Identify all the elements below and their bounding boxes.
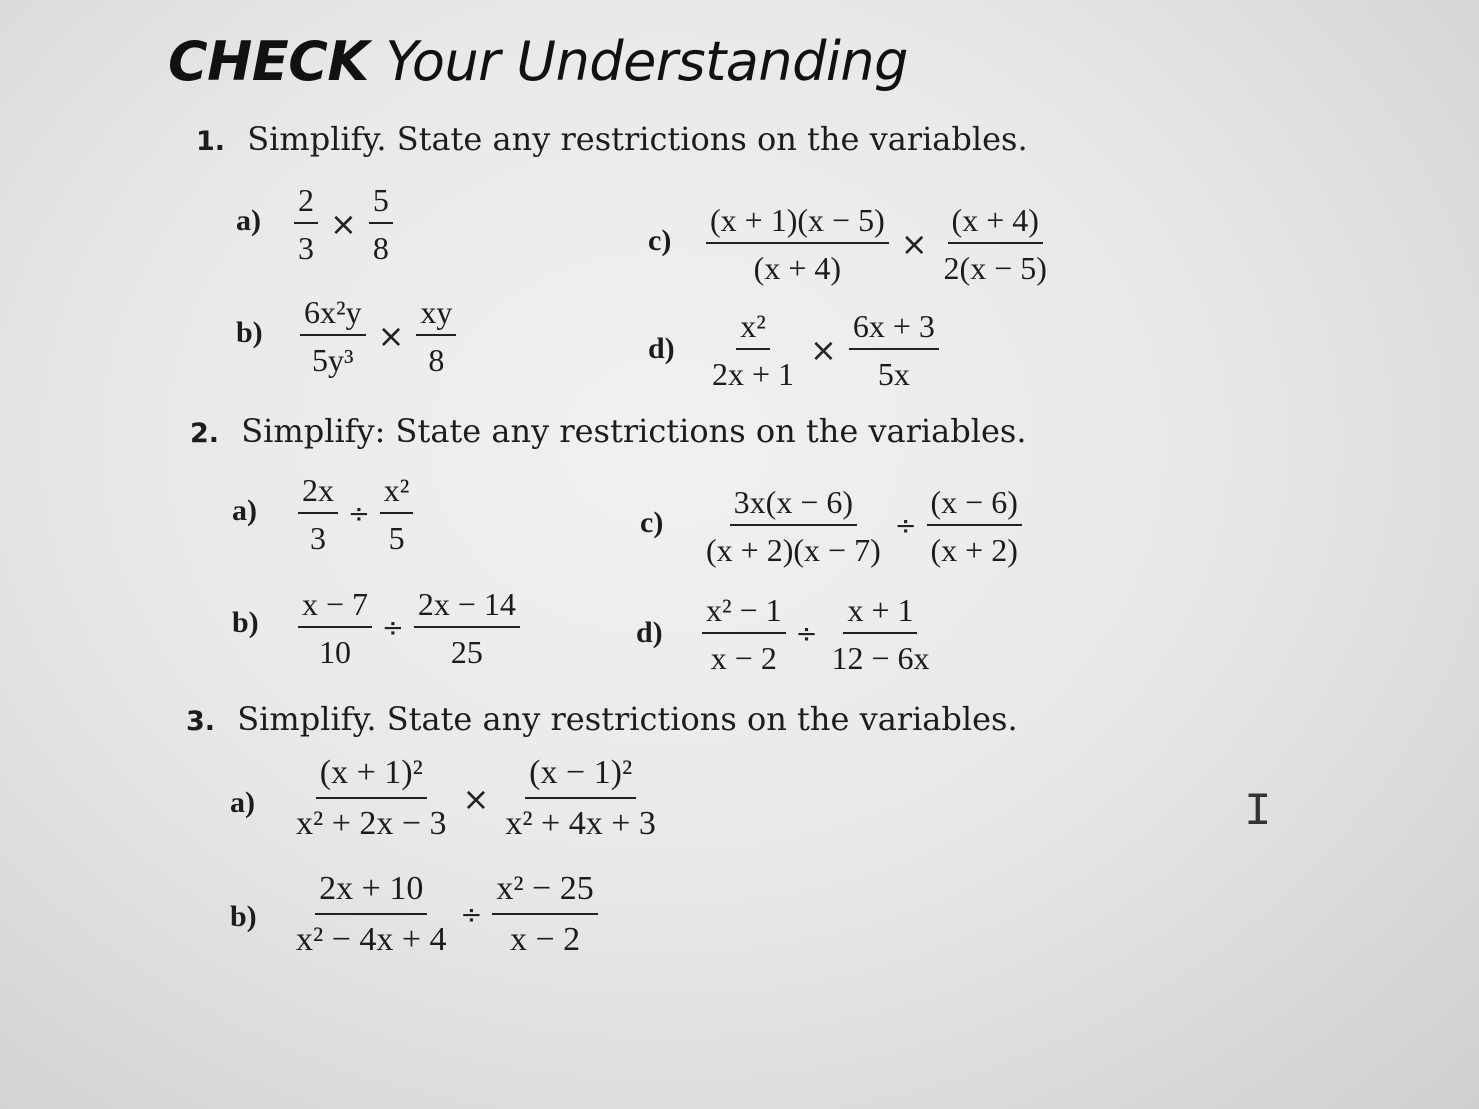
q3-part-a-expression: [292, 752, 660, 845]
q2-part-b-expression: [298, 584, 520, 672]
q3-part-b-label: b): [230, 900, 257, 933]
operator: ×: [462, 779, 490, 818]
q1-part-c-label: c): [648, 224, 672, 257]
question-3-heading: [186, 700, 1018, 738]
fraction: $\frac{\text{x² − 1}}{x - 2}$: [702, 590, 786, 678]
fraction: $\frac{(x + 4)}{2(x - 5)}$: [943, 202, 1047, 286]
q3-part-b-expression: [292, 868, 598, 961]
operator: ÷: [348, 499, 370, 529]
fraction: $\frac{\text{x²}}{2x + 1}$: [712, 308, 795, 392]
q1-part-d-label: d): [648, 332, 675, 365]
q2-part-c-label: c): [640, 506, 664, 539]
fraction: $\frac{2x}{3}$: [298, 470, 338, 558]
q1-part-c-expression: [706, 200, 1051, 288]
operator: ÷: [795, 619, 818, 649]
fraction: $\frac{x + 1}{12 - 6x}$: [831, 592, 930, 676]
operator: ÷: [460, 899, 483, 930]
q1-part-b-label: b): [236, 316, 263, 349]
fraction: $\frac{6x + 3}{5x}$: [849, 306, 939, 394]
fraction: $\frac{x - 7}{10}$: [298, 584, 372, 672]
fraction: $\frac{(x - 6)}{(x + 2)}$: [927, 482, 1022, 570]
q1-part-a-expression: [294, 180, 393, 268]
operator: ×: [330, 205, 357, 243]
question-number: 2.: [190, 418, 220, 449]
question-2-heading: [190, 412, 1026, 450]
operator: ÷: [894, 511, 917, 541]
question-text: Simplify: State any restrictions on the variables.: [241, 412, 1027, 450]
fraction: $\frac{(x + 1)(x - 5)}{(x + 4)}$: [706, 200, 889, 288]
title-check: CHECK: [168, 30, 369, 93]
fraction: $\frac{2x + 10}{\text{x² − 4x + 4}}$: [296, 870, 447, 958]
fraction: $\frac{3x(x - 6)}{(x + 2)(x - 7)}$: [706, 484, 881, 568]
q2-part-d-label: d): [636, 616, 663, 649]
fraction: $\frac{xy}{8}$: [416, 292, 456, 380]
fraction: $\frac{\text{6x²y}}{\text{5y³}}$: [300, 292, 366, 380]
question-text: Simplify. State any restrictions on the variables.: [247, 120, 1028, 158]
q1-part-a-label: a): [236, 204, 261, 237]
fraction: $\frac{\text{x²}}{5}$: [380, 470, 414, 558]
fraction: $\frac{5}{8}$: [369, 180, 393, 268]
q2-part-c-expression: [702, 482, 1022, 570]
fraction: $\frac{\text{(x + 1)²}}{\text{x² + 2x − 3}}$: [296, 754, 447, 842]
fraction: $\frac{2x - 14}{25}$: [414, 584, 520, 672]
q1-part-d-expression: [708, 306, 939, 394]
q2-part-b-label: b): [232, 606, 259, 639]
operator: ×: [377, 317, 405, 355]
q2-part-a-expression: [298, 470, 413, 558]
q2-part-a-label: a): [232, 494, 257, 527]
fraction: $\frac{\text{(x − 1)²}}{\text{x² + 4x + 3}}$: [505, 754, 656, 842]
operator: ÷: [382, 613, 404, 643]
question-text: Simplify. State any restrictions on the variables.: [237, 700, 1018, 738]
q3-part-a-label: a): [230, 786, 255, 819]
section-title: [168, 30, 908, 93]
operator: ×: [810, 331, 837, 369]
question-number: 1.: [196, 126, 226, 157]
q2-part-d-expression: [702, 590, 933, 678]
text-cursor-icon: I: [1244, 786, 1272, 838]
title-your-understanding: Your Understanding: [385, 30, 908, 93]
question-number: 3.: [186, 706, 216, 737]
fraction: $\frac{\text{x² − 25}}{x - 2}$: [492, 868, 597, 961]
question-1-heading: [196, 120, 1028, 158]
operator: ×: [900, 225, 928, 263]
q1-part-b-expression: [300, 292, 456, 380]
fraction: $\frac{2}{3}$: [294, 180, 318, 268]
